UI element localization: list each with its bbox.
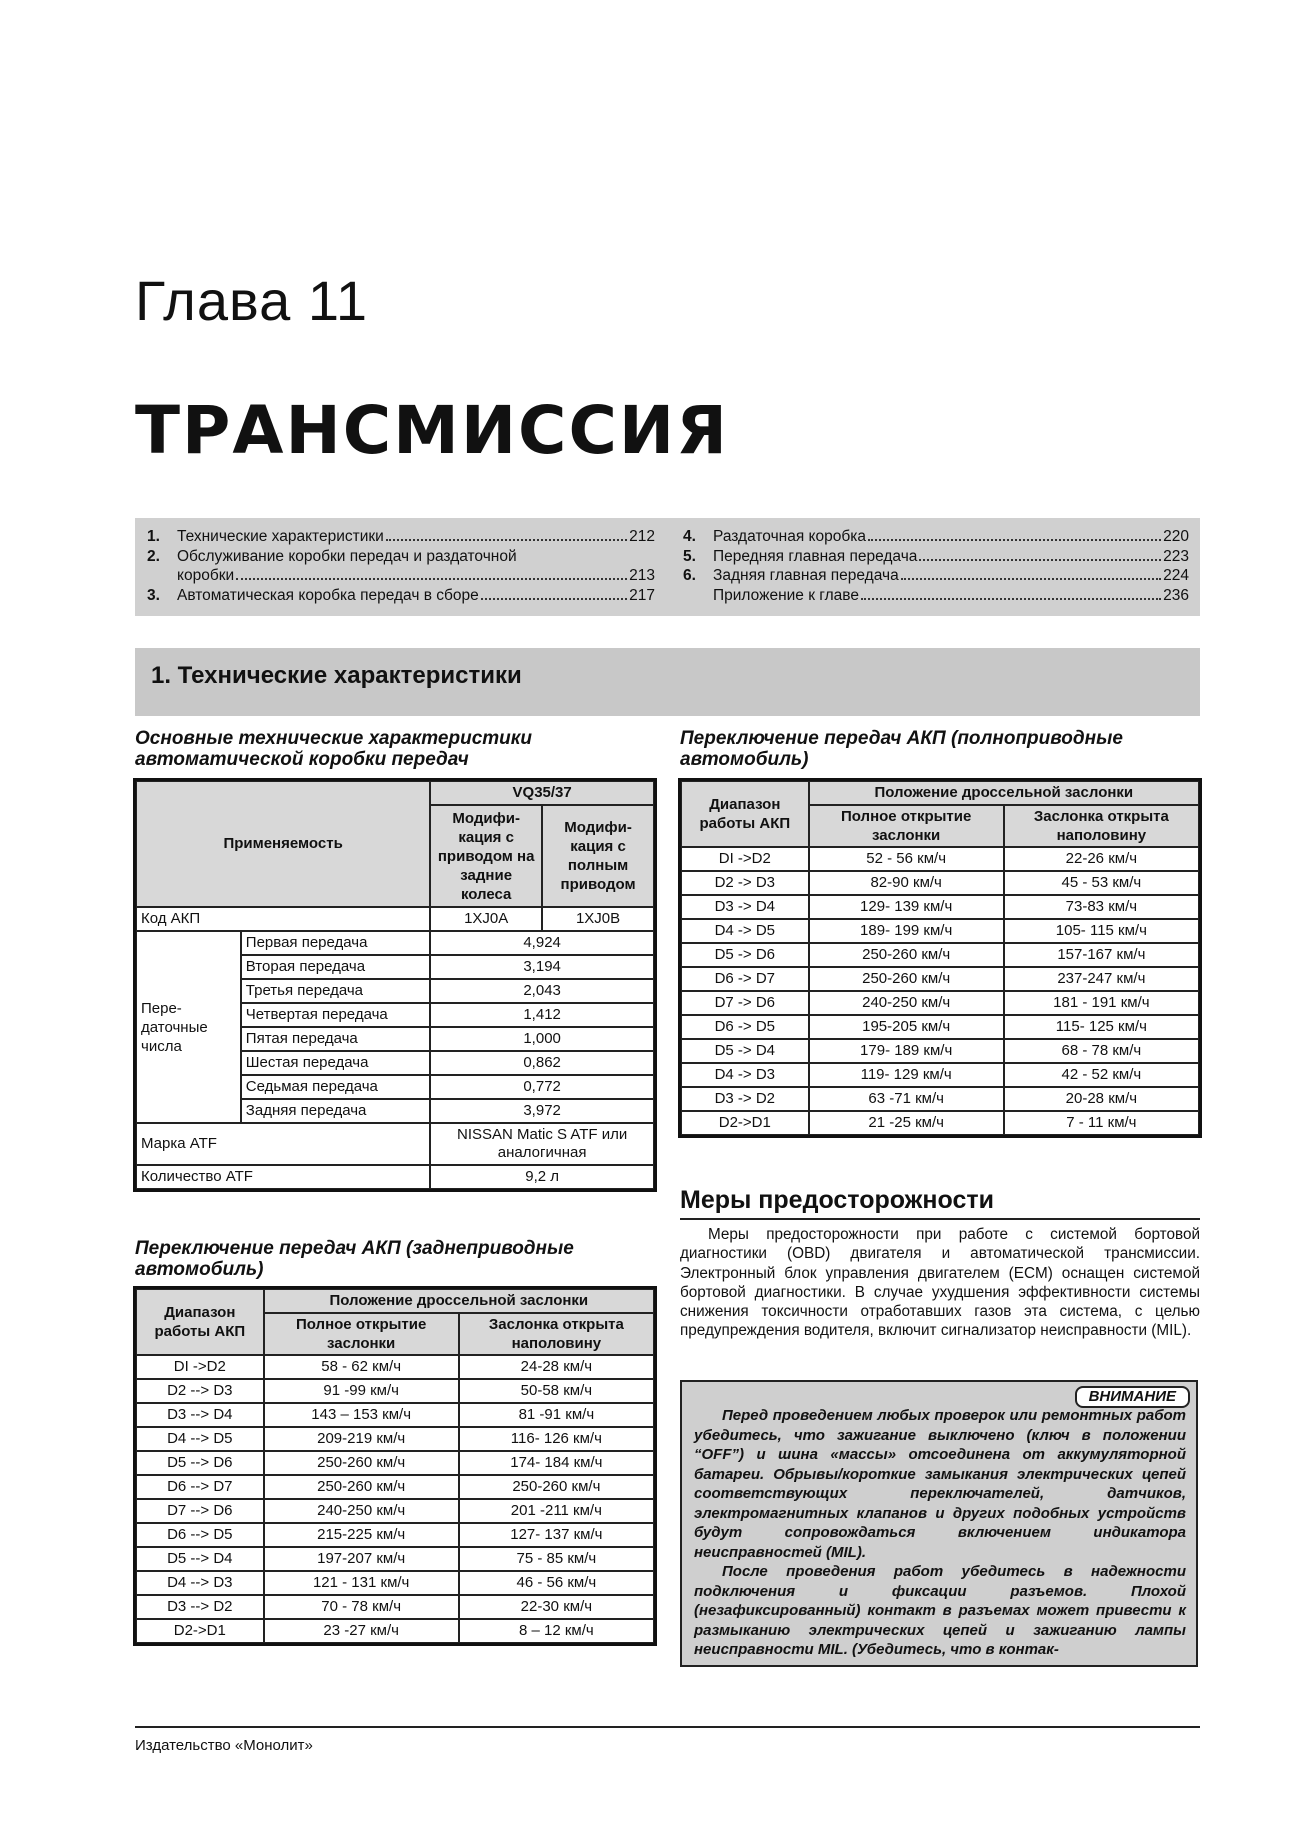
half-open-cell: 22-30 км/ч — [459, 1595, 654, 1619]
half-open-cell: 24-28 км/ч — [459, 1355, 654, 1379]
half-open-cell: 45 - 53 км/ч — [1004, 871, 1199, 895]
table-row — [136, 1427, 654, 1451]
atf-brand: NISSAN Matic S ATF или аналогичная — [430, 1123, 654, 1165]
full-open-cell: 58 - 62 км/ч — [264, 1355, 459, 1379]
mod-rear-header: Модифи-кация с приводом на задние колеса — [430, 805, 542, 907]
gear-name: Третья передача — [241, 979, 430, 1003]
toc-item-page: 224 — [1163, 567, 1189, 584]
range-cell: D5 --> D4 — [136, 1547, 264, 1571]
toc-item-text: Задняя главная передача — [713, 567, 899, 584]
gear-ratio: 4,924 — [430, 931, 654, 955]
toc-item-text: Обслуживание коробки передач и раздаточной — [177, 547, 517, 565]
half-open-cell: 73-83 км/ч — [1004, 895, 1199, 919]
full-open-cell: 195-205 км/ч — [809, 1015, 1004, 1039]
gear-name: Первая передача — [241, 931, 430, 955]
awd-rows — [681, 847, 1199, 1135]
toc-item[interactable] — [147, 547, 655, 567]
full-open-cell: 119- 129 км/ч — [809, 1063, 1004, 1087]
full-open-header: Полное открытие заслонки — [264, 1313, 459, 1355]
toc-item[interactable] — [683, 566, 1189, 586]
half-open-header: Заслонка открыта наполовину — [459, 1313, 654, 1355]
range-cell: D4 --> D3 — [136, 1571, 264, 1595]
full-open-cell: 250-260 км/ч — [809, 943, 1004, 967]
range-cell: D6 -> D5 — [681, 1015, 809, 1039]
toc-item[interactable] — [683, 547, 1189, 567]
mod-awd-header: Модифи-кация с полным приводом — [542, 805, 654, 907]
half-open-cell: 20-28 км/ч — [1004, 1087, 1199, 1111]
throttle-header: Положение дроссельной заслонки — [264, 1289, 654, 1313]
half-open-cell: 8 – 12 км/ч — [459, 1619, 654, 1643]
half-open-cell: 157-167 км/ч — [1004, 943, 1199, 967]
full-open-cell: 215-225 км/ч — [264, 1523, 459, 1547]
toc-item[interactable] — [147, 586, 655, 606]
full-open-cell: 70 - 78 км/ч — [264, 1595, 459, 1619]
full-open-cell: 63 -71 км/ч — [809, 1087, 1004, 1111]
toc-item-page: 213 — [629, 567, 655, 584]
range-cell: DI ->D2 — [136, 1355, 264, 1379]
toc-column-right — [683, 527, 1189, 605]
full-open-cell: 209-219 км/ч — [264, 1427, 459, 1451]
range-cell: D7 --> D6 — [136, 1499, 264, 1523]
precautions-paragraph: Меры предосторожности при работе с системой бортовой диагностики (OBD) двигателя и автоматической трансмиссии. Электронный блок управления двигателем (ECM) оснащен системой бортовой диагностики. В случае ухудшения эффективности системы снижения токсичности отработавших газов эта система, с целью предупреждения водителя, включит сигнализатор неисправности (MIL). — [680, 1226, 1200, 1340]
range-cell: D6 --> D5 — [136, 1523, 264, 1547]
range-cell: D5 -> D6 — [681, 943, 809, 967]
toc-item-page: 223 — [1163, 547, 1189, 565]
engine-header: VQ35/37 — [430, 781, 654, 805]
code-rear: 1XJ0A — [430, 907, 542, 931]
full-open-cell: 23 -27 км/ч — [264, 1619, 459, 1643]
half-open-cell: 105- 115 км/ч — [1004, 919, 1199, 943]
full-open-cell: 250-260 км/ч — [809, 967, 1004, 991]
ratio-label: Пере-даточные числа — [136, 931, 241, 1123]
half-open-cell: 75 - 85 км/ч — [459, 1547, 654, 1571]
toc-item-number: 4. — [683, 528, 696, 545]
table-row — [136, 1403, 654, 1427]
footer-rule — [135, 1726, 1200, 1728]
rwd-table-heading: Переключение передач АКП (заднеприводные автомобиль) — [135, 1238, 574, 1280]
full-open-cell: 121 - 131 км/ч — [264, 1571, 459, 1595]
half-open-cell: 115- 125 км/ч — [1004, 1015, 1199, 1039]
gear-name: Пятая передача — [241, 1027, 430, 1051]
rwd-rows — [136, 1355, 654, 1643]
table-row — [681, 871, 1199, 895]
full-open-cell: 91 -99 км/ч — [264, 1379, 459, 1403]
toc-item-number: 5. — [683, 547, 696, 565]
range-cell: D3 -> D2 — [681, 1087, 809, 1111]
gear-ratio: 0,772 — [430, 1075, 654, 1099]
rwd-shift-table — [135, 1288, 655, 1644]
warning-box — [680, 1380, 1198, 1667]
half-open-cell: 7 - 11 км/ч — [1004, 1111, 1199, 1135]
half-open-cell: 201 -211 км/ч — [459, 1499, 654, 1523]
table-row — [681, 1087, 1199, 1111]
range-cell: D2 -> D3 — [681, 871, 809, 895]
range-cell: D4 -> D5 — [681, 919, 809, 943]
toc-item[interactable] — [683, 527, 1189, 547]
gear-name: Шестая передача — [241, 1051, 430, 1075]
half-open-cell: 127- 137 км/ч — [459, 1523, 654, 1547]
range-cell: D3 -> D4 — [681, 895, 809, 919]
full-open-cell: 143 – 153 км/ч — [264, 1403, 459, 1427]
table-row — [136, 1595, 654, 1619]
half-open-cell: 46 - 56 км/ч — [459, 1571, 654, 1595]
code-awd: 1XJ0B — [542, 907, 654, 931]
half-open-cell: 42 - 52 км/ч — [1004, 1063, 1199, 1087]
full-open-cell: 129- 139 км/ч — [809, 895, 1004, 919]
half-open-cell: 22-26 км/ч — [1004, 847, 1199, 871]
table-row — [681, 1111, 1199, 1135]
warning-label: ВНИМАНИЕ — [1075, 1386, 1190, 1408]
range-cell: D2->D1 — [136, 1619, 264, 1643]
table-row — [136, 1547, 654, 1571]
full-open-header: Полное открытие заслонки — [809, 805, 1004, 847]
toc-item-text: коробки — [177, 567, 235, 584]
range-cell: D5 -> D4 — [681, 1039, 809, 1063]
full-open-cell: 250-260 км/ч — [264, 1475, 459, 1499]
range-cell: D6 --> D7 — [136, 1475, 264, 1499]
table-row — [681, 991, 1199, 1015]
gear-ratio: 3,972 — [430, 1099, 654, 1123]
half-open-cell: 116- 126 км/ч — [459, 1427, 654, 1451]
toc-item[interactable] — [147, 566, 655, 586]
range-cell: D7 -> D6 — [681, 991, 809, 1015]
table-row — [136, 1475, 654, 1499]
gear-ratio: 1,412 — [430, 1003, 654, 1027]
range-cell: D4 -> D3 — [681, 1063, 809, 1087]
gear-name: Вторая передача — [241, 955, 430, 979]
full-open-cell: 52 - 56 км/ч — [809, 847, 1004, 871]
full-open-cell: 240-250 км/ч — [809, 991, 1004, 1015]
table-row — [136, 1379, 654, 1403]
full-open-cell: 82-90 км/ч — [809, 871, 1004, 895]
gear-ratio: 3,194 — [430, 955, 654, 979]
half-open-cell: 237-247 км/ч — [1004, 967, 1199, 991]
table-row — [681, 1015, 1199, 1039]
half-open-cell: 181 - 191 км/ч — [1004, 991, 1199, 1015]
toc-item-page: 220 — [1163, 528, 1189, 545]
range-header: Диапазон работы АКП — [136, 1289, 264, 1355]
range-cell: D3 --> D4 — [136, 1403, 264, 1427]
table-row — [136, 1499, 654, 1523]
full-open-cell: 189- 199 км/ч — [809, 919, 1004, 943]
awd-table-heading: Переключение передач АКП (полноприводные автомобиль) — [680, 728, 1123, 770]
table-row — [136, 1355, 654, 1379]
toc-item-page: 212 — [629, 528, 655, 545]
gear-ratio: 1,000 — [430, 1027, 654, 1051]
table-of-contents — [135, 518, 1200, 616]
table-row — [136, 1619, 654, 1643]
table-row — [136, 1523, 654, 1547]
atf-brand-label: Марка ATF — [136, 1123, 430, 1165]
full-open-cell: 21 -25 км/ч — [809, 1111, 1004, 1135]
throttle-header: Положение дроссельной заслонки — [809, 781, 1199, 805]
range-cell: D3 --> D2 — [136, 1595, 264, 1619]
toc-item-number: 1. — [147, 528, 160, 545]
atf-qty-label: Количество ATF — [136, 1165, 430, 1189]
toc-item-text: Технические характеристики — [177, 528, 384, 545]
gear-name: Четвертая передача — [241, 1003, 430, 1027]
full-open-cell: 197-207 км/ч — [264, 1547, 459, 1571]
gear-ratio: 0,862 — [430, 1051, 654, 1075]
table-row — [681, 919, 1199, 943]
toc-item[interactable] — [147, 527, 655, 547]
table-row — [681, 943, 1199, 967]
chapter-number: Глава 11 — [135, 269, 368, 332]
precautions-heading: Меры предосторожности — [680, 1186, 994, 1214]
toc-item-text: Раздаточная коробка — [713, 528, 866, 545]
half-open-header: Заслонка открыта наполовину — [1004, 805, 1199, 847]
full-open-cell: 179- 189 км/ч — [809, 1039, 1004, 1063]
section-heading-bar — [135, 648, 1200, 716]
half-open-cell: 50-58 км/ч — [459, 1379, 654, 1403]
half-open-cell: 174- 184 км/ч — [459, 1451, 654, 1475]
chapter-title: ТРАНСМИССИЯ — [135, 392, 729, 469]
range-cell: D4 --> D5 — [136, 1427, 264, 1451]
table-row — [681, 967, 1199, 991]
awd-shift-table — [680, 780, 1200, 1136]
section-heading: 1. Технические характеристики — [151, 662, 522, 689]
spec-table-heading: Основные технические характеристики автоматической коробки передач — [135, 728, 532, 770]
precautions-rule — [680, 1218, 1200, 1220]
table-row — [681, 895, 1199, 919]
toc-item-number: 2. — [147, 547, 160, 565]
toc-item-text: Автоматическая коробка передач в сборе — [177, 586, 479, 604]
range-cell: DI ->D2 — [681, 847, 809, 871]
toc-item[interactable] — [683, 586, 1189, 606]
table-row — [681, 1063, 1199, 1087]
toc-item-text: Приложение к главе — [713, 586, 859, 604]
toc-item-page: 217 — [629, 586, 655, 604]
full-open-cell: 250-260 км/ч — [264, 1451, 459, 1475]
toc-column-left — [147, 527, 655, 605]
gear-ratio: 2,043 — [430, 979, 654, 1003]
table-row — [681, 847, 1199, 871]
precautions-text — [680, 1225, 1200, 1341]
warning-paragraph: После проведения работ убедитесь в надежности подключения и фиксации разъемов. Плохой (незафиксированный) контакт в разъемах может привести к размыканию электрических цепей и зажиганию лампы неисправности MIL. (Убедитесь, что в контак- — [694, 1563, 1186, 1658]
toc-item-number: 3. — [147, 586, 160, 604]
table-row — [136, 1451, 654, 1475]
toc-item-text: Передняя главная передача — [713, 547, 918, 565]
code-label: Код АКП — [136, 907, 430, 931]
range-header: Диапазон работы АКП — [681, 781, 809, 847]
gear-name: Задняя передача — [241, 1099, 430, 1123]
half-open-cell: 68 - 78 км/ч — [1004, 1039, 1199, 1063]
range-cell: D5 --> D6 — [136, 1451, 264, 1475]
range-cell: D2->D1 — [681, 1111, 809, 1135]
range-cell: D2 --> D3 — [136, 1379, 264, 1403]
full-open-cell: 240-250 км/ч — [264, 1499, 459, 1523]
half-open-cell: 81 -91 км/ч — [459, 1403, 654, 1427]
toc-item-page: 236 — [1163, 586, 1189, 604]
warning-paragraph: Перед проведением любых проверок или ремонтных работ убедитесь, что зажигание выключено (ключ в положении “OFF”) и шина «массы» отсоединена от аккумуляторной батареи. Обрывы/короткие замыкания электрических цепей соответствующих переключателей, датчиков, электромагнитных клапанов и других подобных устройств будут сопровождаться включением индикатора неисправностей (MIL). — [694, 1407, 1186, 1561]
table-row — [681, 1039, 1199, 1063]
publisher-footer: Издательство «Монолит» — [135, 1737, 313, 1754]
atf-qty: 9,2 л — [430, 1165, 654, 1189]
spec-table — [135, 780, 655, 1190]
warning-text — [694, 1406, 1186, 1660]
range-cell: D6 -> D7 — [681, 967, 809, 991]
half-open-cell: 250-260 км/ч — [459, 1475, 654, 1499]
applicability-header: Применяемость — [136, 781, 430, 907]
gear-name: Седьмая передача — [241, 1075, 430, 1099]
toc-item-number: 6. — [683, 567, 696, 584]
table-row — [136, 1571, 654, 1595]
